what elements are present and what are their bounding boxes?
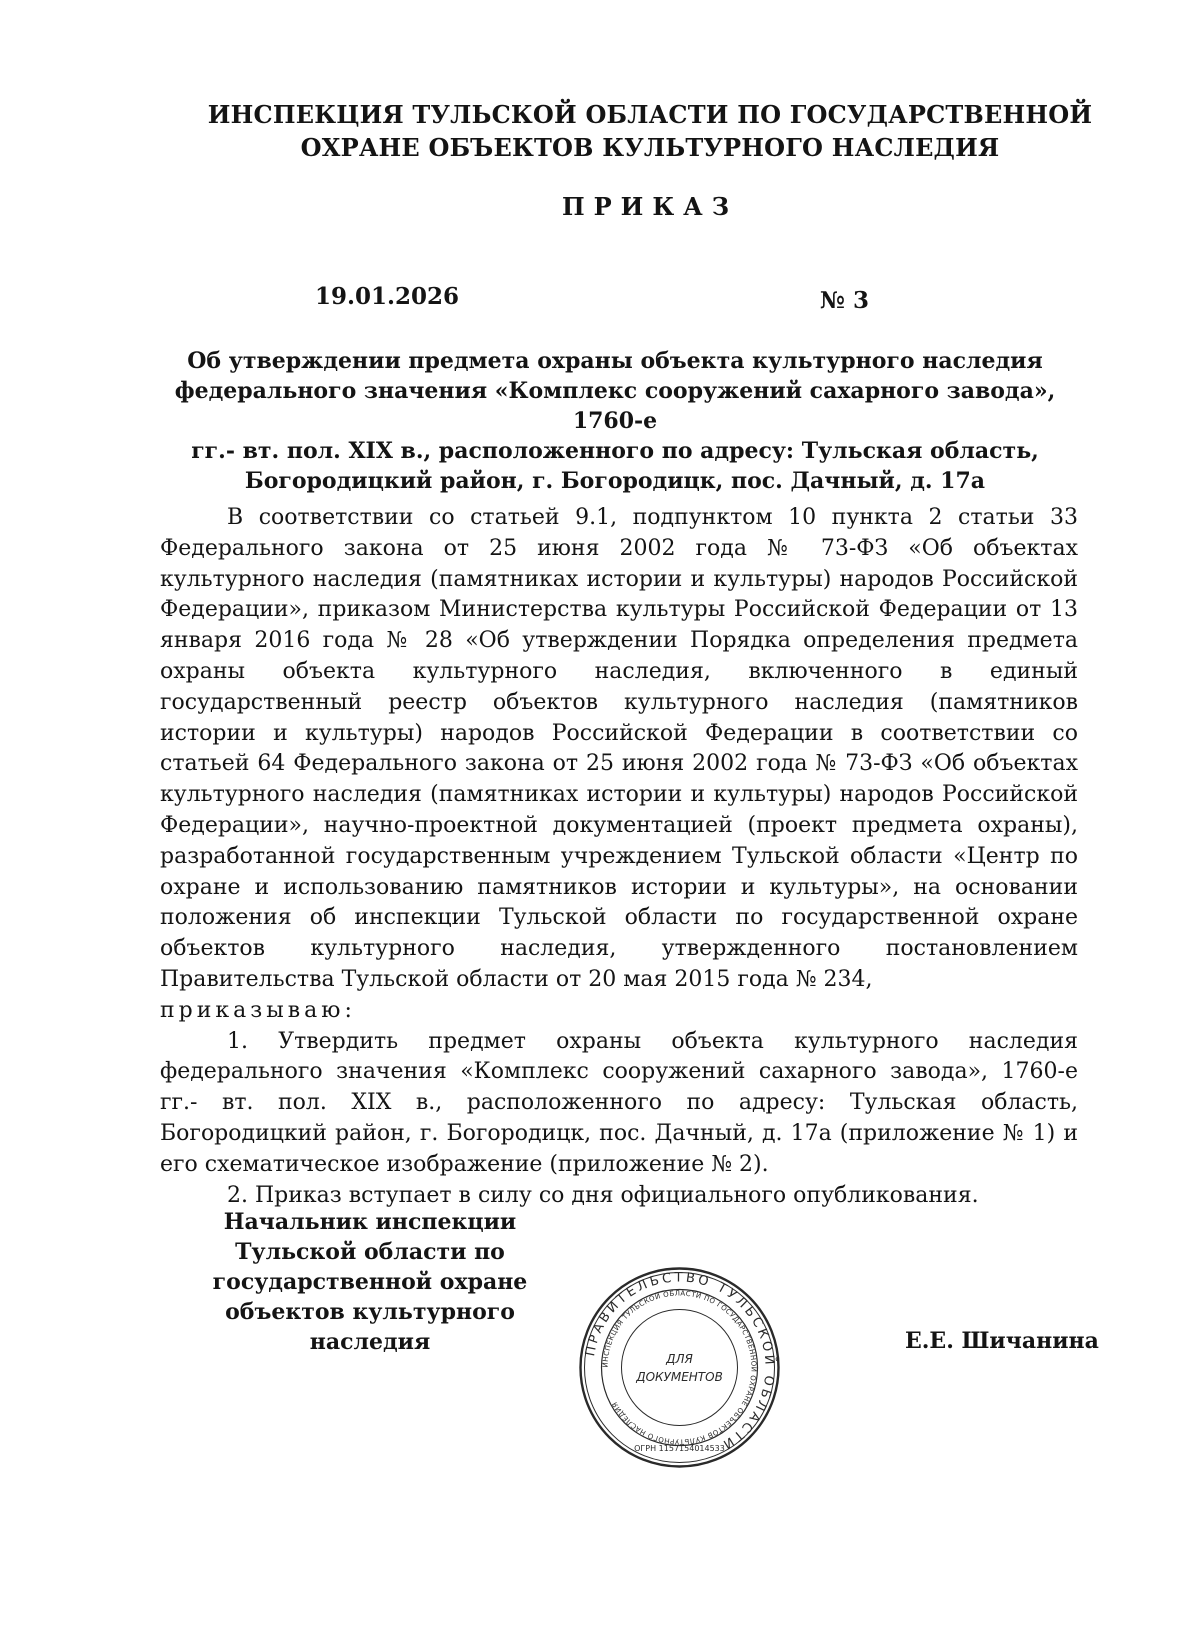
order-number: № 3	[820, 287, 870, 314]
order-item-1: 1. Утвердить предмет охраны объекта культурного наследия федерального значения «Комплекс сооружений сахарного завода», 1760-е гг.- вт. пол. XIX в., расположенного по адресу: Тульская область, Богородицкий район, г. Богородицк, пос. Дачный, д. 17а (приложение № 1) и его схематическое изображение (приложение № 2).	[160, 1028, 1078, 1177]
subject-line3: гг.- вт. пол. XIX в., расположенного по адресу: Тульская область,	[191, 438, 1039, 464]
orders-word: приказываю:	[160, 997, 356, 1023]
signatory-position-line2: Тульской области по	[235, 1239, 505, 1265]
document-type-heading: ПРИКАЗ	[561, 192, 739, 221]
signatory-position-line3: государственной охране	[212, 1269, 528, 1295]
signatory-name: Е.Е. Шичанина	[905, 1328, 1099, 1354]
seal-center-line1: ДЛЯ	[666, 1352, 693, 1366]
subject-line1: Об утверждении предмета охраны объекта культурного наследия	[187, 348, 1043, 374]
seal-icon	[577, 1265, 782, 1470]
preamble-text: В соответствии со статьей 9.1, подпунктом 10 пункта 2 статьи 33 Федерального закона от 25 июня 2002 года № 73-ФЗ «Об объектах культурного наследия (памятниках истории и культуры) народов Российской Федерации», приказом Министерства культуры Российской Федерации от 13 января 2016 года № 28 «Об утверждении Порядка определения предмета охраны объекта культурного наследия, включенного в единый государственный реестр объектов культурного наследия (памятников истории и культуры) народов Российской Федерации в соответствии со статьей 64 Федерального закона от 25 июня 2002 года № 73-ФЗ «Об объектах культурного наследия (памятниках истории и культуры) народов Российской Федерации», научно-проектной документацией (проект предмета охраны), разработанной государственным учреждением Тульской области «Центр по охране и использованию памятников истории и культуры», на основании положения об инспекции Тульской области по государственной охране объектов культурного наследия, утвержденного постановлением Правительства Тульской области от 20 мая 2015 года № 234,	[160, 505, 1078, 992]
order-subject	[150, 346, 1080, 496]
organization-title-line2: ОХРАНЕ ОБЪЕКТОВ КУЛЬТУРНОГО НАСЛЕДИЯ	[300, 133, 1000, 162]
seal-inner-ring	[622, 1310, 738, 1426]
seal-outer-ring	[581, 1269, 779, 1467]
order-date: 19.01.2026	[315, 283, 460, 310]
order-body	[160, 503, 1078, 1211]
signatory-position-line4: объектов культурного	[225, 1299, 515, 1325]
official-seal	[577, 1265, 782, 1470]
signatory-position-line5: наследия	[309, 1329, 431, 1355]
subject-line2: федерального значения «Комплекс сооружений сахарного завода», 1760-е	[174, 378, 1056, 434]
signatory-position	[205, 1207, 535, 1357]
seal-outer-text: ПРАВИТЕЛЬСТВО ТУЛЬСКОЙ ОБЛАСТИ	[583, 1270, 777, 1454]
seal-inner-text: ИНСПЕКЦИЯ ТУЛЬСКОЙ ОБЛАСТИ ПО ГОСУДАРСТВЕННОЙ ОХРАНЕ ОБЪЕКТОВ КУЛЬТУРНОГО НАСЛЕДИЯ	[601, 1289, 758, 1446]
subject-line4: Богородицкий район, г. Богородицк, пос. Дачный, д. 17а	[244, 468, 986, 494]
seal-center-line2: ДОКУМЕНТОВ	[636, 1370, 723, 1384]
seal-ogrn: ОГРН 1157154014533	[634, 1444, 725, 1453]
organization-title	[120, 98, 1180, 164]
preamble-paragraph	[160, 503, 1078, 1027]
organization-title-line1: ИНСПЕКЦИЯ ТУЛЬСКОЙ ОБЛАСТИ ПО ГОСУДАРСТВЕННОЙ	[207, 100, 1093, 129]
order-item-2: 2. Приказ вступает в силу со дня официального опубликования.	[227, 1182, 979, 1208]
signatory-position-line1: Начальник инспекции	[223, 1209, 517, 1235]
